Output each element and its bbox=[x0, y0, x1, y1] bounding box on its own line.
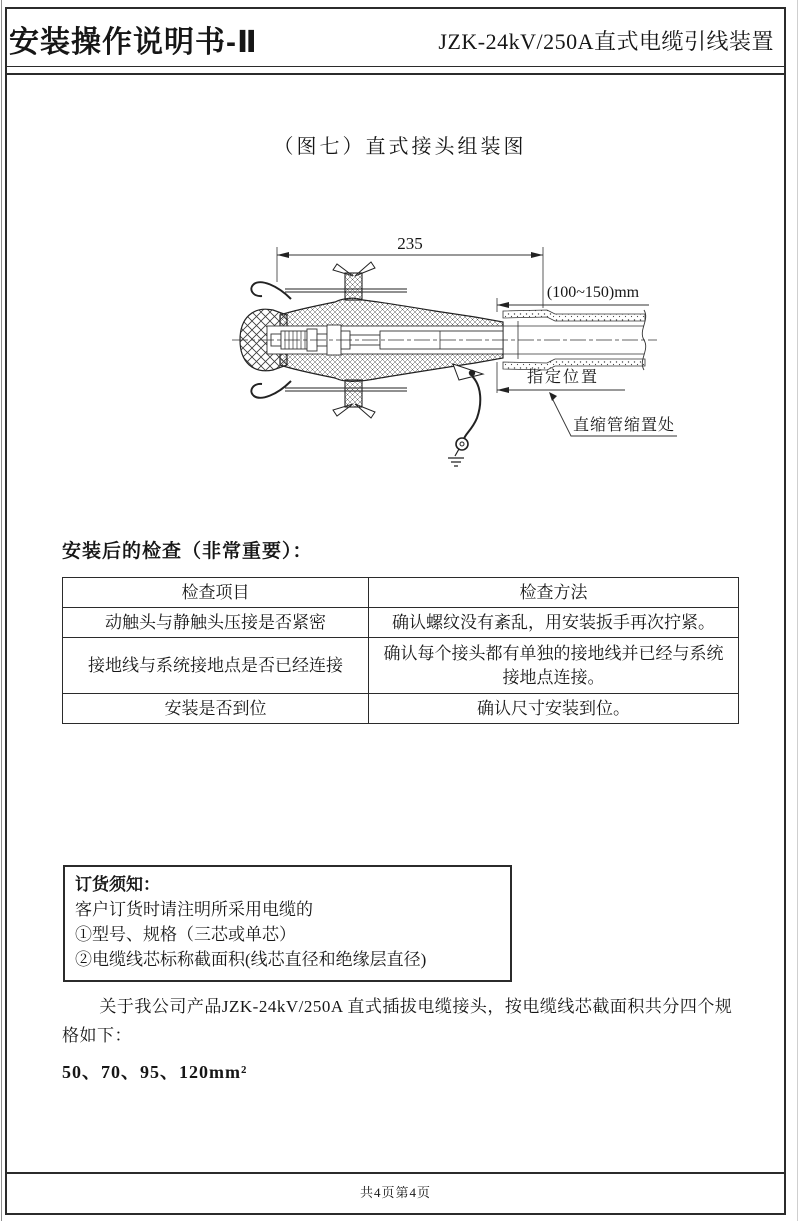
header-divider bbox=[7, 66, 784, 75]
column-header-item: 检查项目 bbox=[63, 578, 369, 608]
label-designated-position bbox=[497, 368, 625, 393]
clamp-bottom bbox=[333, 380, 375, 418]
inspection-heading: 安装后的检查（非常重要）： bbox=[62, 541, 313, 562]
ground-wire bbox=[448, 364, 483, 466]
ground-lug-eyelet bbox=[456, 438, 468, 450]
order-notice-box bbox=[63, 865, 512, 982]
check-method-cell: 确认螺纹没有紊乱，用安装扳手再次拧紧。 bbox=[369, 608, 739, 638]
product-note-paragraph: 关于我公司产品JZK-24kV/250A 直式插拔电缆接头，按电缆线芯截面积共分四个规格如下： bbox=[62, 997, 733, 1045]
table-row bbox=[63, 694, 739, 724]
clamp-top bbox=[333, 262, 375, 300]
table-row bbox=[63, 608, 739, 638]
check-method-cell: 确认每个接头都有单独的接地线并已经与系统接地点连接。 bbox=[369, 638, 739, 694]
check-item-cell: 安装是否到位 bbox=[63, 694, 369, 724]
scan-edge-right bbox=[797, 0, 798, 1221]
spring-hook-top bbox=[251, 282, 407, 299]
order-notice-line: ①型号、规格（三芯或单芯） bbox=[75, 925, 296, 944]
figure-caption: （图七）直式接头组装图 bbox=[273, 136, 527, 158]
page-number: 共4页第4页 bbox=[359, 1185, 431, 1200]
spec-sizes: 50、70、95、120mm² bbox=[62, 1062, 248, 1082]
page-footer bbox=[7, 1172, 784, 1213]
svg-text:指定位置: 指定位置 bbox=[526, 369, 600, 386]
joint-assembly-diagram bbox=[225, 222, 695, 484]
order-notice-title: 订货须知： bbox=[75, 875, 160, 894]
earth-symbol bbox=[448, 449, 464, 466]
order-notice-line: 客户订货时请注明所采用电缆的 bbox=[75, 900, 313, 919]
scan-edge-left bbox=[1, 0, 2, 1221]
label-shrink-tube-position bbox=[549, 392, 677, 436]
spring-hook-bottom bbox=[251, 381, 407, 398]
check-item-cell: 接地线与系统接地点是否已经连接 bbox=[63, 638, 369, 694]
dimension-235 bbox=[277, 234, 543, 308]
column-header-method: 检查方法 bbox=[369, 578, 739, 608]
check-method-cell: 确认尺寸安装到位。 bbox=[369, 694, 739, 724]
page-header bbox=[7, 9, 784, 66]
doc-title: 安装操作说明书-Ⅱ bbox=[9, 26, 258, 59]
product-title: JZK-24kV/250A直式电缆引线装置 bbox=[438, 29, 774, 54]
svg-text:直缩管缩置处: 直缩管缩置处 bbox=[572, 417, 676, 434]
table-row bbox=[63, 638, 739, 694]
check-item-cell: 动触头与静触头压接是否紧密 bbox=[63, 608, 369, 638]
inspection-table bbox=[62, 577, 739, 724]
dim-range-label: (100~150)mm bbox=[546, 284, 640, 301]
dim-235-label: 235 bbox=[397, 234, 423, 253]
order-notice-line: ②电缆线芯标称截面积(线芯直径和绝缘层直径) bbox=[75, 950, 427, 969]
table-header-row bbox=[63, 578, 739, 608]
ground-bolt bbox=[469, 370, 475, 376]
